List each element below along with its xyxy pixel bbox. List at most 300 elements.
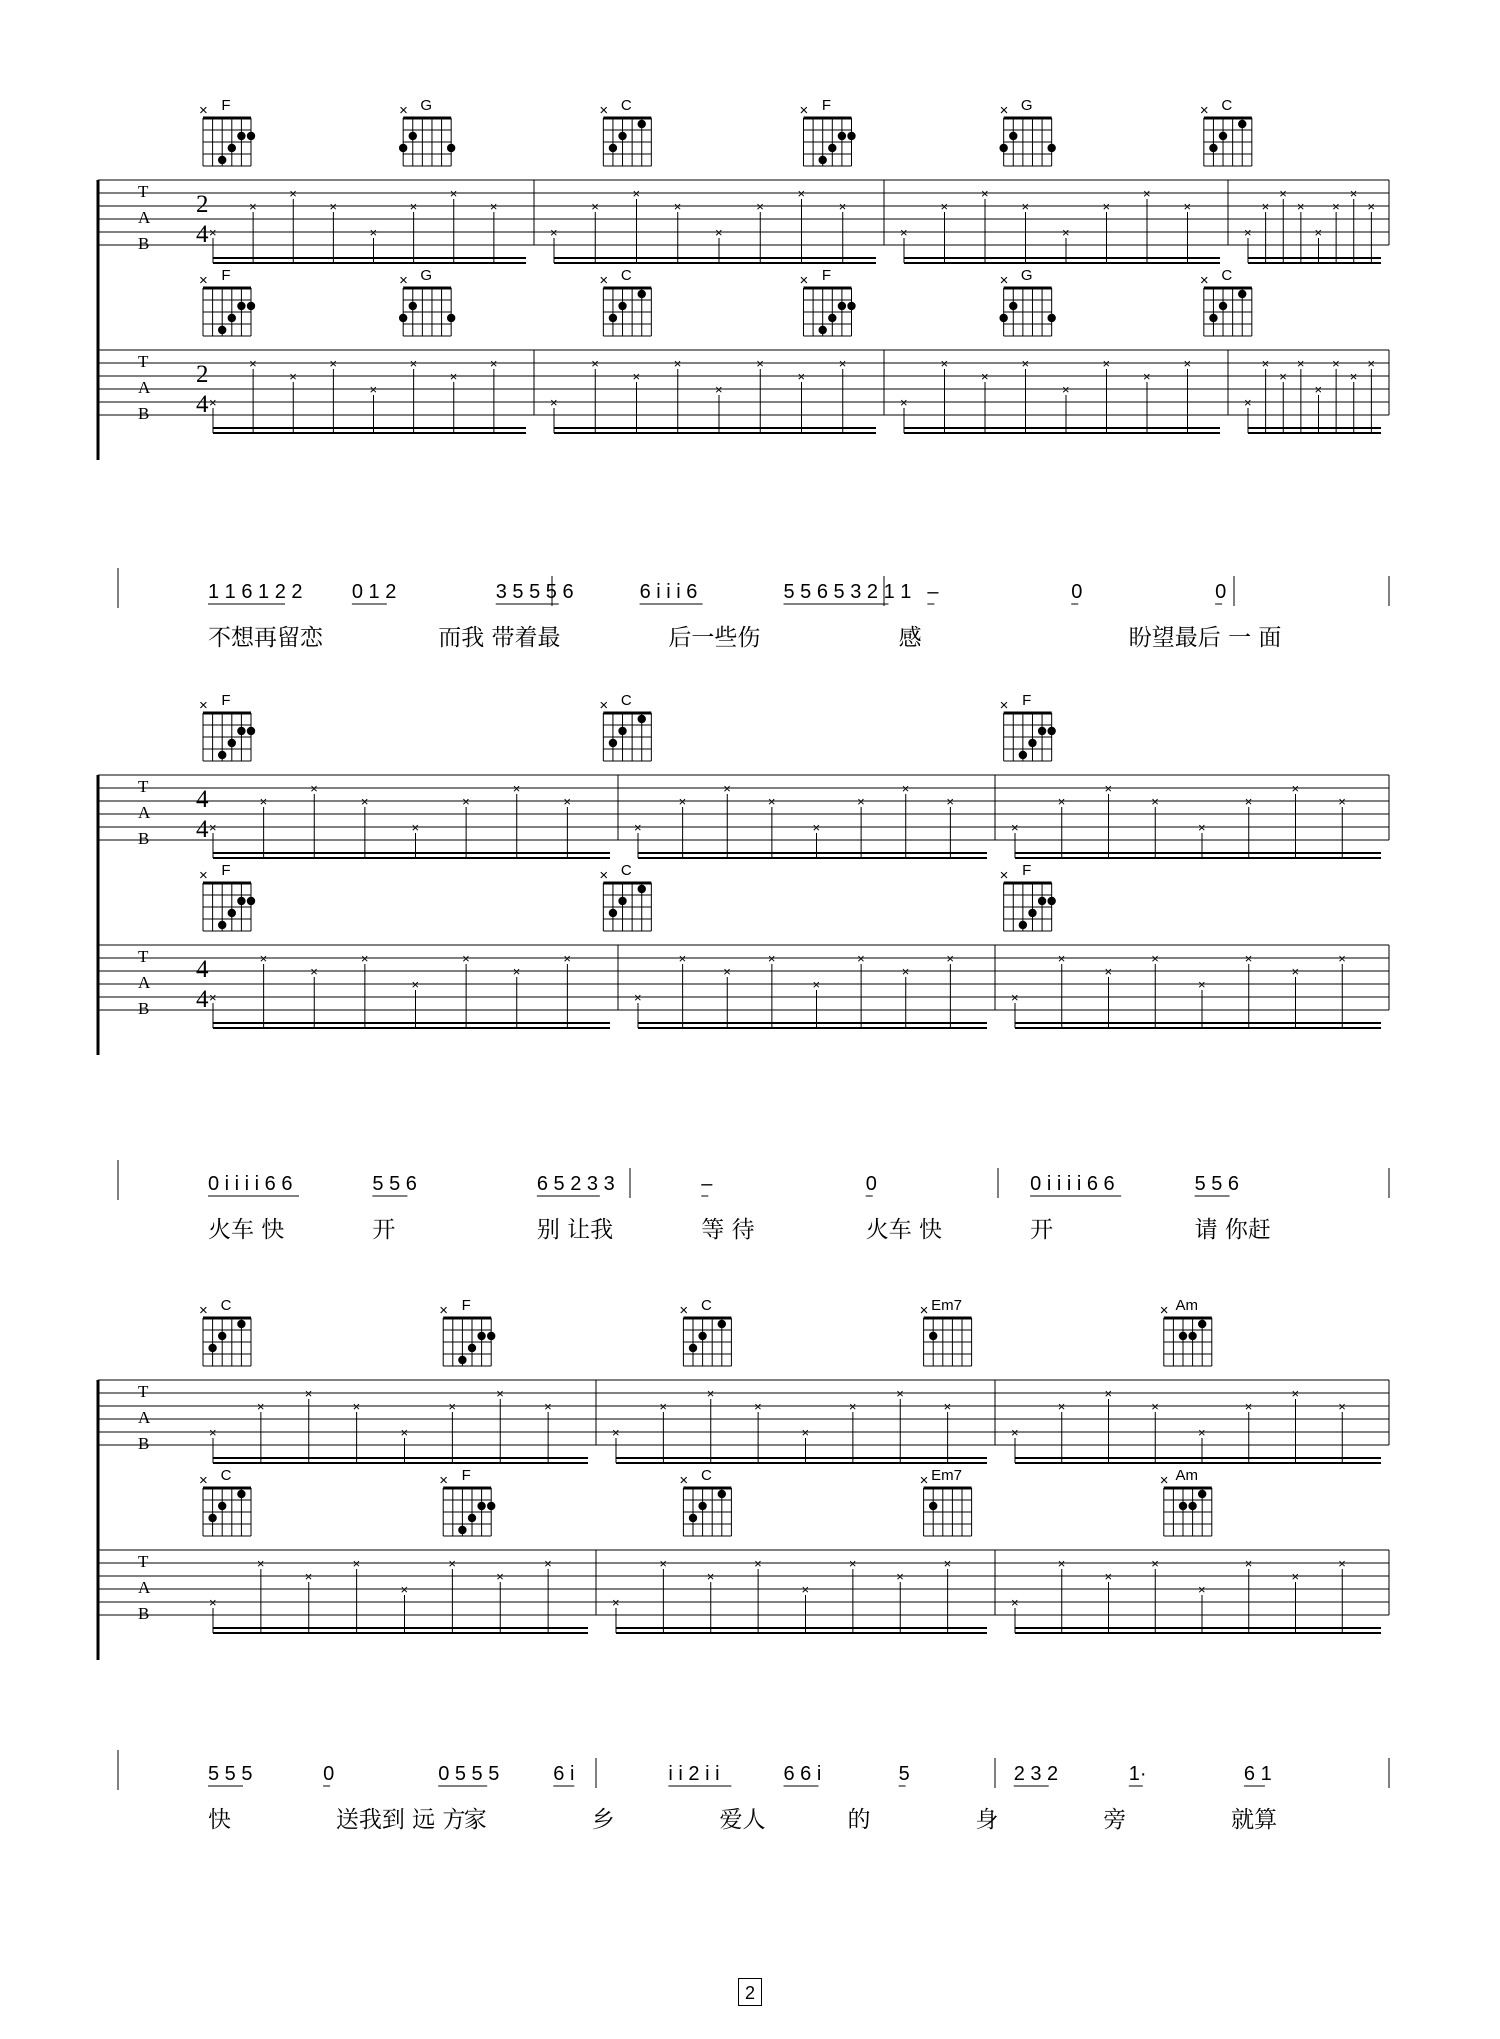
strum-mark: ×	[489, 199, 498, 214]
strum-mark: ×	[550, 225, 558, 240]
strum-mark: ×	[259, 951, 268, 966]
strum-mark: ×	[1057, 794, 1066, 809]
strum-mark: ×	[249, 199, 257, 214]
tab-clef-b: B	[138, 829, 150, 848]
time-sig-num: 2	[196, 361, 209, 388]
strum-mark: ×	[943, 1399, 952, 1414]
strum-mark: ×	[1291, 781, 1300, 796]
tab-clef-a: A	[138, 1578, 151, 1597]
chord-diagram	[199, 862, 255, 931]
chord-mute: ×	[999, 102, 1009, 119]
strum-mark: ×	[544, 1399, 552, 1414]
chord-dot	[237, 897, 245, 905]
tab-clef-a: A	[138, 378, 151, 397]
tab-clef-a: A	[138, 973, 151, 992]
chord-diagram	[439, 1297, 495, 1366]
chord-dot	[458, 1526, 466, 1534]
chord-dot	[999, 144, 1007, 152]
chord-dot	[1179, 1502, 1187, 1510]
strum-mark: ×	[1151, 1399, 1159, 1414]
strum-mark: ×	[1011, 1595, 1019, 1610]
chord-dot	[618, 132, 626, 140]
tab-staff	[98, 945, 1389, 1028]
strum-mark: ×	[940, 356, 949, 371]
chord-dot	[228, 144, 236, 152]
strum-mark: ×	[678, 794, 687, 809]
chord-dot	[1019, 921, 1027, 929]
tab-clef-t: T	[138, 1552, 149, 1571]
strum-mark: ×	[1338, 1399, 1346, 1414]
strum-mark: ×	[400, 1582, 409, 1597]
strum-mark: ×	[1011, 1425, 1019, 1440]
chord-name: G	[420, 267, 433, 284]
strum-mark: ×	[715, 225, 723, 240]
chord-mute: ×	[199, 272, 208, 289]
chord-dot	[1047, 144, 1055, 152]
strum-mark: ×	[1021, 199, 1030, 214]
strum-mark: ×	[496, 1386, 504, 1401]
chord-diagram	[599, 862, 651, 931]
chord-dot	[1028, 909, 1036, 917]
strum-mark: ×	[659, 1556, 667, 1571]
jianpu-line-1	[118, 568, 1389, 651]
jianpu-segment: 0 1 2	[351, 581, 397, 603]
chord-mute: ×	[999, 272, 1009, 289]
chord-dot	[208, 1514, 216, 1522]
strum-mark: ×	[462, 951, 470, 966]
strum-mark: ×	[1198, 1425, 1206, 1440]
chord-dot	[819, 156, 827, 164]
strum-mark: ×	[411, 977, 420, 992]
tab-clef-b: B	[138, 999, 150, 1018]
lyric: 爱人	[719, 1807, 766, 1833]
tab-clef-t: T	[138, 947, 149, 966]
strum-mark: ×	[360, 951, 369, 966]
strum-mark: ×	[756, 199, 764, 214]
strum-mark: ×	[634, 820, 642, 835]
strum-mark: ×	[1261, 199, 1270, 214]
chord-diagram	[800, 97, 856, 166]
system-3	[98, 1297, 1389, 1660]
chord-name: C	[700, 1297, 712, 1314]
chord-dot	[218, 326, 226, 334]
chord-dot	[247, 302, 255, 310]
chord-dot	[487, 1332, 495, 1340]
chord-mute: ×	[199, 1472, 208, 1489]
strum-mark: ×	[352, 1556, 361, 1571]
lyric: 就算	[1231, 1807, 1278, 1833]
chord-mute: ×	[199, 697, 208, 714]
chord-dot	[218, 921, 226, 929]
chord-dot	[618, 727, 626, 735]
jianpu-segment: 6 i i i 6	[639, 581, 698, 603]
strum-mark: ×	[1104, 781, 1113, 796]
chord-name: F	[221, 267, 231, 284]
jianpu-segment: 0	[1071, 581, 1083, 603]
strum-mark: ×	[1183, 356, 1192, 371]
chord-mute: ×	[439, 1472, 448, 1489]
chord-diagram	[1160, 1297, 1212, 1366]
strum-mark: ×	[1198, 820, 1206, 835]
strum-mark: ×	[209, 395, 217, 410]
lyric: 感	[898, 625, 922, 651]
strum-mark: ×	[838, 356, 847, 371]
chord-name: F	[821, 267, 832, 284]
lyric: 别 让我	[536, 1217, 614, 1243]
chord-diagram	[199, 97, 255, 166]
strum-mark: ×	[512, 781, 521, 796]
chord-dot	[1179, 1332, 1187, 1340]
chord-diagram	[439, 1467, 495, 1536]
chord-diagram	[920, 1297, 972, 1366]
chord-dot	[477, 1502, 485, 1510]
chord-diagram	[199, 1297, 251, 1366]
chord-dot	[698, 1332, 706, 1340]
chord-name: C	[220, 1467, 232, 1484]
strum-mark: ×	[812, 977, 821, 992]
lyric: 旁	[1103, 1807, 1127, 1833]
system-2	[98, 692, 1389, 1055]
chord-dot	[828, 314, 836, 322]
tab-clef-b: B	[138, 404, 150, 423]
lyric: 开	[372, 1217, 396, 1243]
chord-dot	[718, 1320, 726, 1328]
strum-mark: ×	[1279, 369, 1287, 384]
chord-dot	[1047, 897, 1055, 905]
strum-mark: ×	[1349, 186, 1358, 201]
strum-mark: ×	[310, 964, 318, 979]
strum-mark: ×	[329, 199, 337, 214]
strum-mark: ×	[754, 1399, 762, 1414]
lyric: 后一些伤	[668, 625, 761, 651]
chord-name: F	[1022, 692, 1032, 709]
chord-dot	[638, 290, 646, 298]
chord-name: F	[821, 97, 832, 114]
strum-mark: ×	[801, 1425, 810, 1440]
chord-name: F	[461, 1467, 471, 1484]
jianpu-segment: 5 5 6	[372, 1173, 417, 1195]
strum-mark: ×	[715, 382, 723, 397]
strum-mark: ×	[706, 1386, 715, 1401]
strum-mark: ×	[289, 369, 297, 384]
strum-mark: ×	[209, 1595, 217, 1610]
strum-mark: ×	[1102, 356, 1111, 371]
lyric: 开	[1030, 1217, 1054, 1243]
strum-mark: ×	[256, 1399, 265, 1414]
tab-staff	[98, 1380, 1389, 1463]
chord-dot	[929, 1332, 937, 1340]
strum-mark: ×	[634, 990, 642, 1005]
strum-mark: ×	[940, 199, 949, 214]
tab-clef-a: A	[138, 1408, 151, 1427]
chord-dot	[1209, 144, 1217, 152]
strum-mark: ×	[489, 356, 498, 371]
strum-mark: ×	[1244, 951, 1253, 966]
strum-mark: ×	[409, 356, 418, 371]
strum-mark: ×	[678, 951, 687, 966]
strum-mark: ×	[848, 1556, 857, 1571]
chord-dot	[838, 132, 846, 140]
chord-dot	[208, 1344, 216, 1352]
chord-dot	[447, 314, 455, 322]
strum-mark: ×	[1367, 356, 1375, 371]
chord-dot	[698, 1502, 706, 1510]
chord-dot	[819, 326, 827, 334]
jianpu-segment: 3 5 5 5 6	[495, 581, 574, 603]
chord-dot	[1038, 897, 1046, 905]
strum-mark: ×	[1314, 382, 1323, 397]
strum-mark: ×	[1332, 199, 1340, 214]
chord-dot	[1038, 727, 1046, 735]
strum-mark: ×	[411, 820, 420, 835]
strum-mark: ×	[563, 794, 571, 809]
strum-mark: ×	[591, 356, 599, 371]
chord-diagram	[679, 1297, 731, 1366]
chord-diagram	[1000, 692, 1056, 761]
chord-name: F	[1022, 862, 1032, 879]
lyric: 火车 快	[865, 1217, 943, 1243]
chord-diagram	[1200, 267, 1252, 336]
strum-mark: ×	[1062, 382, 1070, 397]
strum-mark: ×	[801, 1582, 810, 1597]
chord-dot	[838, 302, 846, 310]
strum-mark: ×	[612, 1425, 620, 1440]
chord-name: C	[620, 692, 632, 709]
strum-mark: ×	[1261, 356, 1270, 371]
strum-mark: ×	[901, 964, 910, 979]
chord-dot	[218, 1502, 226, 1510]
chord-dot	[228, 739, 236, 747]
chord-name: Am	[1175, 1467, 1199, 1484]
strum-mark: ×	[857, 951, 865, 966]
strum-mark: ×	[1332, 356, 1340, 371]
strum-mark: ×	[209, 225, 217, 240]
lyric: 盼望最后 一 面	[1128, 625, 1282, 651]
chord-mute: ×	[199, 102, 208, 119]
chord-dot	[247, 897, 255, 905]
strum-mark: ×	[563, 951, 571, 966]
strum-mark: ×	[462, 794, 470, 809]
chord-dot	[609, 739, 617, 747]
tab-clef-b: B	[138, 1434, 150, 1453]
jianpu-segment: 5 5 6	[1194, 1173, 1240, 1195]
strum-mark: ×	[754, 1556, 762, 1571]
jianpu-segment: 0	[1215, 581, 1227, 603]
chord-name: Em7	[931, 1467, 963, 1484]
chord-diagram	[199, 1467, 251, 1536]
chord-dot	[828, 144, 836, 152]
strum-mark: ×	[857, 794, 865, 809]
strum-mark: ×	[767, 951, 776, 966]
chord-dot	[638, 120, 646, 128]
jianpu-segment: 6 i	[553, 1763, 575, 1785]
chord-name: Em7	[931, 1297, 963, 1314]
tab-staff	[98, 180, 1389, 263]
strum-mark: ×	[943, 1556, 952, 1571]
strum-mark: ×	[1057, 1556, 1066, 1571]
jianpu-segment: 5 5 6 5 3 2 1 1	[783, 581, 912, 603]
lyric: 等 待	[701, 1217, 755, 1243]
chord-dot	[1238, 120, 1246, 128]
strum-mark: ×	[289, 186, 297, 201]
chord-dot	[458, 1356, 466, 1364]
strum-mark: ×	[1367, 199, 1375, 214]
jianpu-segment: 0 i i i i 6 6	[1030, 1173, 1115, 1195]
lyric: 的	[847, 1807, 871, 1833]
strum-mark: ×	[612, 1595, 620, 1610]
strum-mark: ×	[369, 225, 378, 240]
strum-mark: ×	[896, 1386, 904, 1401]
strum-mark: ×	[1338, 1556, 1346, 1571]
strum-mark: ×	[1198, 1582, 1206, 1597]
chord-diagram	[1160, 1467, 1212, 1536]
strum-mark: ×	[896, 1569, 904, 1584]
strum-mark: ×	[449, 369, 458, 384]
jianpu-segment: 0 i i i i 6 6	[208, 1173, 293, 1195]
jianpu-segment: 1·	[1128, 1763, 1147, 1785]
chord-dot	[999, 314, 1007, 322]
strum-mark: ×	[838, 199, 847, 214]
strum-mark: ×	[1183, 199, 1192, 214]
jianpu-segment: 6 5 2 3 3	[536, 1173, 615, 1195]
chord-dot	[399, 144, 407, 152]
strum-mark: ×	[1279, 186, 1287, 201]
strum-mark: ×	[1057, 951, 1066, 966]
strum-mark: ×	[1151, 951, 1159, 966]
time-sig-den: 4	[196, 986, 209, 1013]
chord-diagram	[920, 1467, 972, 1536]
lyric: 请 你赶	[1194, 1217, 1271, 1243]
chord-diagram	[399, 267, 455, 336]
strum-mark: ×	[352, 1399, 361, 1414]
tab-staff	[98, 350, 1389, 433]
strum-mark: ×	[1244, 225, 1252, 240]
chord-dot	[1198, 1490, 1206, 1498]
tab-clef-t: T	[138, 1382, 149, 1401]
chord-mute: ×	[1159, 1472, 1169, 1489]
tab-clef-t: T	[138, 352, 149, 371]
strum-mark: ×	[1104, 1569, 1113, 1584]
chord-dot	[689, 1514, 697, 1522]
strum-mark: ×	[360, 794, 369, 809]
chord-dot	[609, 909, 617, 917]
lyric: 送我到 远 方	[335, 1807, 466, 1833]
chord-mute: ×	[199, 867, 208, 884]
chord-name: C	[700, 1467, 712, 1484]
strum-mark: ×	[591, 199, 599, 214]
chord-dot	[1219, 302, 1227, 310]
strum-mark: ×	[946, 951, 954, 966]
chord-name: F	[221, 97, 231, 114]
strum-mark: ×	[1011, 990, 1019, 1005]
strum-mark: ×	[981, 369, 989, 384]
lyric: 乡	[591, 1807, 615, 1833]
jianpu-line-3	[118, 1750, 1389, 1833]
chord-mute: ×	[439, 1302, 448, 1319]
strum-mark: ×	[1062, 225, 1070, 240]
strum-mark: ×	[544, 1556, 552, 1571]
chord-dot	[247, 727, 255, 735]
chord-dot	[1009, 132, 1017, 140]
strum-mark: ×	[496, 1569, 504, 1584]
strum-mark: ×	[369, 382, 378, 397]
chord-dot	[618, 897, 626, 905]
strum-mark: ×	[1011, 820, 1019, 835]
chord-mute: ×	[599, 102, 609, 119]
chord-dot	[409, 132, 417, 140]
chord-dot	[1028, 739, 1036, 747]
jianpu-segment: 0	[865, 1173, 877, 1195]
chord-mute: ×	[399, 272, 408, 289]
chord-diagram	[999, 97, 1055, 166]
strum-mark: ×	[1021, 356, 1030, 371]
chord-dot	[228, 314, 236, 322]
chord-diagram	[679, 1467, 731, 1536]
chord-dot	[1047, 727, 1055, 735]
strum-mark: ×	[1057, 1399, 1066, 1414]
chord-diagram	[1200, 97, 1252, 166]
jianpu-segment: 0 5 5 5	[438, 1763, 500, 1785]
chord-dot	[1047, 314, 1055, 322]
chord-name: G	[420, 97, 433, 114]
strum-mark: ×	[1349, 369, 1358, 384]
strum-mark: ×	[900, 395, 908, 410]
chord-name: F	[221, 692, 231, 709]
tab-clef-t: T	[138, 182, 149, 201]
chord-mute: ×	[1199, 272, 1209, 289]
strum-mark: ×	[1102, 199, 1111, 214]
chord-mute: ×	[1199, 102, 1209, 119]
strum-mark: ×	[209, 820, 217, 835]
chord-dot	[847, 302, 855, 310]
jianpu-segment: 5 5 5	[208, 1763, 253, 1785]
chord-dot	[847, 132, 855, 140]
strum-mark: ×	[1244, 794, 1253, 809]
jianpu-segment: –	[701, 1173, 713, 1195]
tab-clef-b: B	[138, 1604, 150, 1623]
strum-mark: ×	[1338, 951, 1346, 966]
strum-mark: ×	[1296, 199, 1305, 214]
jianpu-segment: i i 2 i i	[668, 1763, 720, 1785]
strum-mark: ×	[448, 1556, 456, 1571]
strum-mark: ×	[1244, 1556, 1253, 1571]
chord-diagram	[599, 97, 651, 166]
chord-dot	[1219, 132, 1227, 140]
strum-mark: ×	[1143, 186, 1151, 201]
strum-mark: ×	[767, 794, 776, 809]
strum-mark: ×	[946, 794, 954, 809]
strum-mark: ×	[1291, 1386, 1300, 1401]
strum-mark: ×	[400, 1425, 409, 1440]
jianpu-line-2	[118, 1160, 1389, 1243]
chord-dot	[1019, 751, 1027, 759]
strum-mark: ×	[1104, 1386, 1113, 1401]
chord-dot	[447, 144, 455, 152]
strum-mark: ×	[797, 369, 806, 384]
chord-name: C	[620, 267, 632, 284]
tab-staff	[98, 1550, 1389, 1633]
strum-mark: ×	[632, 369, 641, 384]
strum-mark: ×	[706, 1569, 715, 1584]
jianpu-segment: 2 3 2	[1013, 1763, 1059, 1785]
chord-dot	[468, 1344, 476, 1352]
chord-dot	[638, 715, 646, 723]
chord-dot	[929, 1502, 937, 1510]
chord-dot	[487, 1502, 495, 1510]
strum-mark: ×	[249, 356, 257, 371]
jianpu-segment: 1 1 6 1 2 2	[208, 581, 303, 603]
strum-mark: ×	[901, 781, 910, 796]
